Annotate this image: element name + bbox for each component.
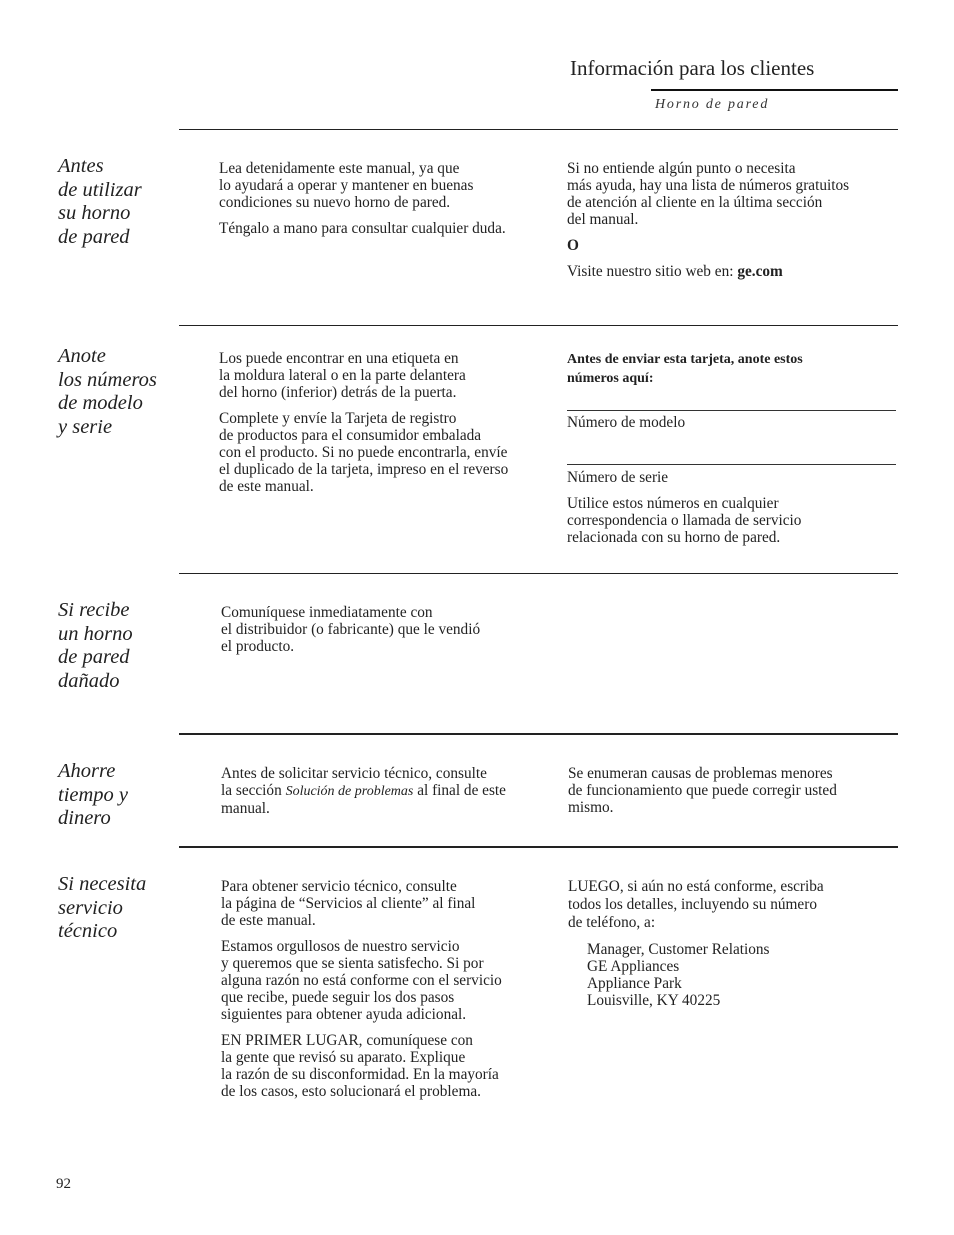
heading-line: dañado — [58, 669, 120, 692]
text-line: de productos para el consumidor embalada — [219, 427, 482, 444]
text-line: de los casos, esto solucionará el problema. — [221, 1083, 481, 1100]
text-line: Antes de enviar esta tarjeta, anote estos — [567, 352, 803, 367]
section-heading-ahorre — [58, 760, 128, 831]
section-5-right-column — [568, 878, 898, 1009]
section-4-left-column — [221, 765, 561, 817]
heading-line: y serie — [58, 415, 113, 438]
heading-line: de pared — [58, 646, 130, 668]
paragraph — [219, 350, 559, 401]
heading-line: Si recibe — [58, 599, 130, 621]
heading-line: Antes — [58, 155, 104, 177]
text-line: todos los detalles, incluyendo su número — [568, 896, 817, 913]
text-line: de funcionamiento que puede corregir usted — [568, 782, 837, 799]
text-line: el distribuidor (o fabricante) que le vendió — [221, 621, 481, 638]
model-number-label: Número de modelo — [567, 414, 686, 431]
paragraph — [219, 160, 559, 211]
section-1-right-column — [567, 160, 897, 289]
text-line — [221, 782, 561, 800]
heading-line: Anote — [58, 345, 106, 367]
text-line: Utilice estos números en cualquier — [567, 495, 779, 512]
heading-line: Ahorre — [58, 760, 116, 782]
text-line: Antes de solicitar servicio técnico, consulte — [221, 765, 487, 782]
website-note — [567, 263, 897, 280]
text-line: EN PRIMER LUGAR, comuníquese con — [221, 1032, 473, 1049]
text-line: Para obtener servicio técnico, consulte — [221, 878, 457, 895]
paragraph — [567, 160, 897, 228]
text-line: lo ayudará a operar y mantener en buenas — [219, 177, 474, 194]
text-line: el duplicado de la tarjeta, impreso en el reverso — [219, 461, 509, 478]
heading-line: su horno — [58, 202, 131, 224]
record-numbers-intro — [567, 350, 897, 388]
text-line: de atención al cliente en la última sección — [567, 194, 823, 211]
text-line: la moldura lateral o en la parte delantera — [219, 367, 466, 384]
section-divider — [179, 733, 898, 735]
text-line: correspondencia o llamada de servicio — [567, 512, 802, 529]
serial-number-field[interactable] — [567, 464, 896, 465]
section-divider — [179, 129, 898, 130]
text-line: Estamos orgullosos de nuestro servicio — [221, 938, 460, 955]
text-line: alguna razón no está conforme con el servicio — [221, 972, 502, 989]
paragraph — [568, 878, 898, 932]
text-line: Se enumeran causas de problemas menores — [568, 765, 833, 782]
text-line: con el producto. Si no puede encontrarla, envíe — [219, 444, 508, 461]
text-line: que recibe, puede seguir los dos pasos — [221, 989, 455, 1006]
text-line: condiciones su nuevo horno de pared. — [219, 194, 451, 211]
text-line: más ayuda, hay una lista de números gratuitos — [567, 177, 850, 194]
page-title: Información para los clientes — [570, 56, 815, 80]
text-line: la razón de su disconformidad. En la mayoría — [221, 1066, 499, 1083]
model-number-field[interactable] — [567, 410, 896, 411]
text-line: la página de “Servicios al cliente” al final — [221, 895, 476, 912]
section-heading-antes — [58, 155, 142, 249]
text-line: Si no entiende algún punto o necesita — [567, 160, 796, 177]
section-2-left-column — [219, 350, 559, 504]
text-line: manual. — [221, 800, 270, 817]
paragraph: Téngalo a mano para consultar cualquier duda. — [219, 220, 506, 237]
section-heading-danado — [58, 599, 133, 693]
address-line: Appliance Park — [587, 975, 682, 992]
heading-line: Si necesita — [58, 873, 147, 895]
header-divider — [651, 89, 898, 91]
page-number: 92 — [56, 1176, 71, 1192]
or-separator: O — [567, 237, 579, 254]
troubleshooting-reference: Solución de problemas — [285, 784, 414, 799]
text-line: de este manual. — [219, 478, 314, 495]
page-subtitle: Horno de pared — [655, 97, 770, 112]
heading-line: de pared — [58, 225, 130, 248]
text-line: Complete y envíe la Tarjeta de registro — [219, 410, 457, 427]
text-line: de este manual. — [221, 912, 316, 929]
text-line: relacionada con su horno de pared. — [567, 529, 781, 546]
heading-line: dinero — [58, 807, 111, 829]
text-line: Los puede encontrar en una etiqueta en — [219, 350, 459, 367]
text-line: de teléfono, a: — [568, 914, 656, 931]
heading-line: los números — [58, 368, 157, 391]
section-heading-anote — [58, 345, 157, 439]
text-fragment: la sección — [221, 782, 286, 799]
section-2-right-note — [567, 495, 897, 546]
text-line: el producto. — [221, 638, 295, 655]
section-1-left-column — [219, 160, 559, 246]
paragraph — [219, 410, 559, 495]
text-line: números aquí: — [567, 371, 654, 386]
address-line: Louisville, KY 40225 — [587, 992, 721, 1009]
text-line: Lea detenidamente este manual, ya que — [219, 160, 460, 177]
serial-number-label: Número de serie — [567, 469, 669, 486]
text-fragment: al final de este — [413, 782, 506, 799]
text-line: LUEGO, si aún no está conforme, escriba — [568, 878, 824, 895]
text-line: siguientes para obtener ayuda adicional. — [221, 1006, 467, 1023]
paragraph — [221, 1032, 561, 1100]
section-5-left-column — [221, 878, 561, 1109]
text-line: mismo. — [568, 799, 614, 816]
mailing-address — [587, 941, 898, 1009]
paragraph — [221, 938, 561, 1023]
heading-line: servicio — [58, 896, 123, 919]
heading-line: de modelo — [58, 392, 143, 414]
section-heading-servicio — [58, 873, 146, 944]
address-line: GE Appliances — [587, 958, 680, 975]
heading-line: un horno — [58, 622, 133, 645]
address-line: Manager, Customer Relations — [587, 941, 770, 958]
paragraph — [221, 878, 561, 929]
section-divider — [179, 846, 898, 848]
section-3-left-column — [221, 604, 561, 655]
text-line: del manual. — [567, 211, 639, 228]
text-line: Comuníquese inmediatamente con — [221, 604, 433, 621]
heading-line: técnico — [58, 920, 118, 942]
website-prefix: Visite nuestro sitio web en: — [567, 263, 738, 280]
section-divider — [179, 573, 898, 574]
heading-line: de utilizar — [58, 178, 142, 201]
section-divider — [179, 325, 898, 326]
text-line: y queremos que se sienta satisfecho. Si por — [221, 955, 484, 972]
text-line: del horno (inferior) detrás de la puerta. — [219, 384, 457, 401]
heading-line: tiempo y — [58, 783, 129, 806]
website-link[interactable]: ge.com — [737, 263, 783, 280]
text-line: la gente que revisó su aparato. Explique — [221, 1049, 466, 1066]
section-4-right-column — [568, 765, 898, 816]
